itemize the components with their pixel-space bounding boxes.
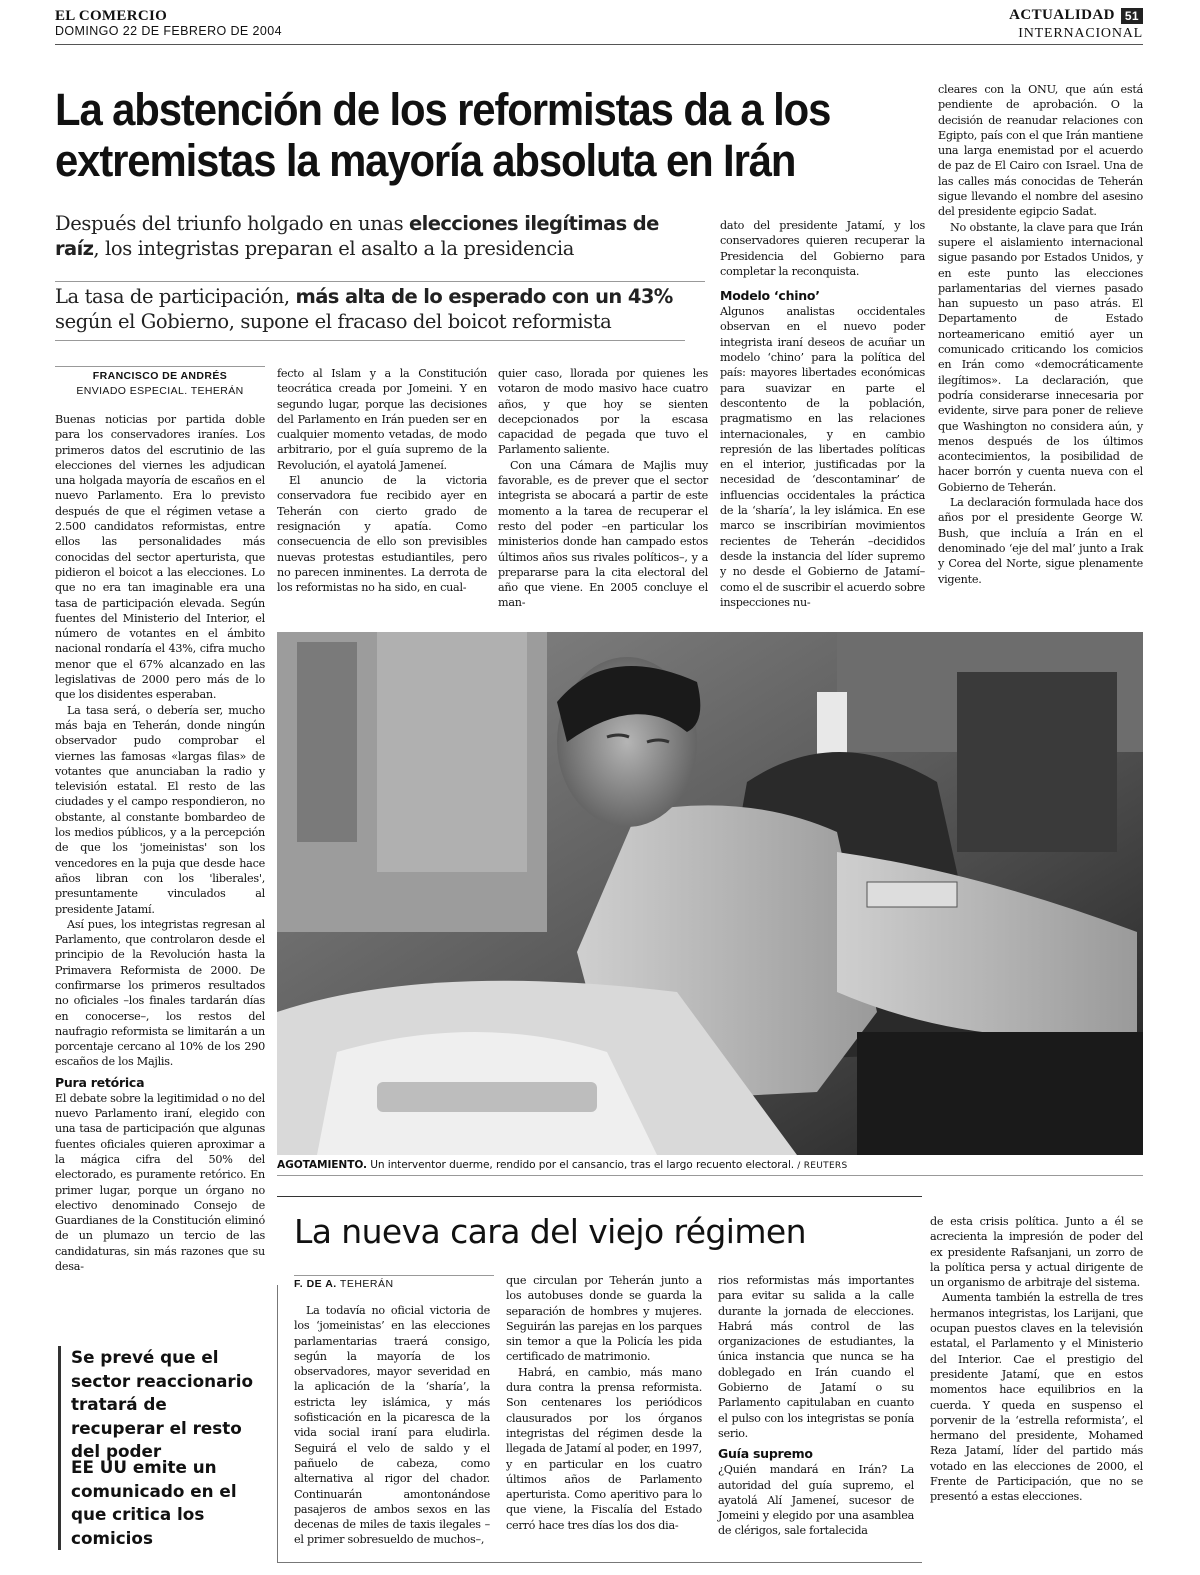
pullquote-1: Se prevé que el sector reaccionario tratará de recuperar el resto del poder — [58, 1346, 258, 1464]
photo-caption — [277, 1158, 1143, 1174]
subsection-name: INTERNACIONAL — [1018, 26, 1143, 41]
deck-1-text-end: , los integristas preparan el asalto a la presidencia — [93, 237, 574, 260]
section-header — [1009, 7, 1143, 24]
paragraph: Aumenta también la estrella de tres hermanos integristas, los Larijani, que ocupan puestos claves en la televisión estatal, el Parlamento y el Ministerio del Interior. Cae el prestigio del presidente Jatamí, que en estos momentos hace equilibrios en la cuerda. Y queda en suspenso el porvenir de la ‘estrella reformista’, el hermano del presidente, Mohamed Reza Jatamí, líder del partido más votado en las elecciones de 2000, el Frente de Participación, que no se presentó a estas elecciones. — [930, 1291, 1143, 1504]
deck-2-bold: más alta de lo esperado con un 43% — [295, 285, 673, 308]
deck-divider — [55, 340, 685, 341]
paragraph: La todavía no oficial victoria de los ‘jomeinistas’ en las elecciones parlamentarias traerá consigo, según la mayoría de los observadores, mayor severidad en la aplicación de la ‘sharía’, la estricta ley islámica, y más sofisticación en la picaresca de la vida social iraní para eludirla. Seguirá el velo de saldo y el pañuelo de cabeza, como alternativa al rigor del chador. Continuarán amontonándose pasajeros de ambos sexos en las decenas de miles de taxis ilegales –el primer sobresueldo de muchos–, — [294, 1304, 490, 1547]
sidebar-column-4 — [930, 1214, 1143, 1505]
deck-1-bold: elecciones ilegítimas de raíz — [55, 212, 659, 260]
paragraph: El debate sobre la legitimidad o no del nuevo Parlamento iraní, elegido con una tasa de participación que algunas fuentes oficiales quieren aproximar a la mágica cifra del 50% del electorado, es puramente retórico. En primer lugar, porque un órgano no electivo denominado Consejo de Guardianes de la Constitución eliminó de un plumazo un tercio de las candidaturas, sin más razones que su desa- — [55, 1091, 265, 1274]
byline-role: ENVIADO ESPECIAL. TEHERÁN — [76, 385, 244, 397]
sidebar-byline — [294, 1275, 494, 1290]
deck-1-text: Después del triunfo holgado en unas — [55, 212, 410, 235]
paragraph: La declaración formulada hace dos años por el presidente George W. Bush, que incluía a Irán en el denominado ‘eje del mal’ junto a Irak y Corea del Norte, sigue plenamente vigente. — [938, 496, 1143, 586]
paragraph: Algunos analistas occidentales observan en el nuevo poder integrista iraní deseos de acuñar un modelo ‘chino’ para la política del país: mayores libertades económicas para suavizar en parte el descontento de la población, pragmatismo en las relaciones internacionales, y en cambio represión de las libertades políticas en el interior, justificadas por la necesidad de ‘descontaminar’ de influencias occidentales la práctica de la ‘sharía’, la ley islámica. En ese marco se inscribirían movimientos recientes de Teherán –decididos desde la instancia del líder supremo y no desde el Gobierno de Jatamí– como el de suscribir el acuerdo sobre inspecciones nu- — [720, 305, 925, 609]
page-number: 51 — [1121, 8, 1143, 24]
subhead-modelo-chino: Modelo ‘chino’ — [720, 288, 820, 304]
section-name: ACTUALIDAD — [1009, 7, 1115, 23]
headline: La abstención de los reformistas da a los extremistas la mayoría absoluta en Irán — [55, 84, 831, 186]
caption-text: Un interventor duerme, rendido por el cansancio, tras el largo recuento electoral. — [366, 1159, 795, 1171]
deck-2-text-end: según el Gobierno, supone el fracaso del boicot reformista — [55, 310, 612, 333]
sidebar-byline-name: F. DE A. — [294, 1278, 337, 1290]
sidebar-top-rule — [277, 1196, 922, 1197]
deck-1 — [55, 211, 705, 261]
caption-label: AGOTAMIENTO. — [277, 1159, 367, 1171]
sidebar-column-2 — [506, 1273, 702, 1533]
byline-name: FRANCISCO DE ANDRÉS — [92, 370, 228, 382]
article-column-3 — [498, 366, 708, 611]
sidebar-column-1 — [294, 1303, 490, 1548]
byline — [55, 366, 265, 399]
sidebar-left-rule — [277, 1285, 278, 1563]
sleeping-man-image — [277, 632, 1143, 1155]
article-column-4 — [720, 218, 925, 610]
paragraph: dato del presidente Jatamí, y los conservadores quieren recuperar la Presidencia del Gobierno para completar la reconquista. — [720, 219, 925, 278]
paragraph: rios reformistas más importantes para evitar su salida a la calle durante la jornada de elecciones. Habrá más control de las organizaciones de estudiantes, la única instancia que nunca se ha doblegado en Irán cuando el Gobierno de Jatamí o su Parlamento capitulaban en cuanto el pulso con los integristas se ponía serio. — [718, 1274, 914, 1440]
paragraph: Así pues, los integristas regresan al Parlamento, que controlaron desde el principio de la Revolución hasta la Primavera Reformista de 2000. De confirmarse los primeros resultados no oficiales –los finales tardarán días en conocerse–, los restos del naufragio reformista se limitarán a un porcentaje cercano al 10% de los 290 escaños de los Majlis. — [55, 917, 265, 1069]
paragraph: de esta crisis política. Junto a él se acrecienta la impresión de poder del ex presidente Rafsanjani, un zorro de la política persa y actual dirigente de un organismo de arbitraje del sistema. — [930, 1215, 1143, 1290]
paragraph: El anuncio de la victoria conservadora fue recibido ayer en Teherán con cierto grado de resignación y apatía. Como consecuencia de ello son previsibles nuevas protestas estudiantiles, pero no parecen inminentes. La derrota de los reformistas no ha sido, en cual- — [277, 474, 487, 595]
subhead-pura-retorica: Pura retórica — [55, 1074, 145, 1090]
article-column-1 — [55, 412, 265, 1274]
sidebar-byline-place: TEHERÁN — [336, 1278, 394, 1290]
paragraph: Habrá, en cambio, más mano dura contra la prensa reformista. Son centenares los periódicos clausurados por los órganos integristas del régimen desde la llegada de Jatamí al poder, en 1997, y en particular en los cuatro últimos años de Parlamento aperturista. Como aperitivo para lo que viene, la Fiscalía del Estado cerró hace tres días los dos dia- — [506, 1365, 702, 1532]
paragraph: ¿Quién mandará en Irán? La autoridad del guía supremo, el ayatolá Alí Jameneí, sucesor de Jomeini y elegido por una asamblea de clérigos, sale fortalecida — [718, 1463, 914, 1538]
paragraph: cleares con la ONU, que aún está pendiente de aprobación. O la decisión de reanudar relaciones con Egipto, país con el que Irán mantiene una larga enemistad por el acuerdo de paz de El Cairo con Israel. Una de las calles más conocidas de Teherán sigue llevando el nombre del asesino del presidente egipcio Sadat. — [938, 83, 1143, 219]
paragraph: No obstante, la clave para que Irán supere el aislamiento internacional sigue pasando por Estados Unidos, y en este punto las elecciones parlamentarias del viernes pasado han supuesto un paso atrás. El Departamento de Estado norteamericano emitió ayer un comunicado criticando los comicios en Irán como «democráticamente ilegítimos». La declaración, que podría considerarse innecesaria por evidente, sirve para poner de relieve que Washington no considera aún, y menos después de los últimos acontecimientos, la posibilidad de hacer borrón y cuenta nueva con el Gobierno de Teherán. — [938, 220, 1143, 494]
article-column-5 — [938, 82, 1143, 587]
pullquote-2: EE UU emite un comunicado en el que critica los comicios — [58, 1456, 258, 1550]
paragraph: Buenas noticias por partida doble para los conservadores iraníes. Los primeros datos del escrutinio de las elecciones del viernes les adjudican una holgada mayoría de escaños en el nuevo Parlamento. Era lo previsto después de que el régimen vetase a 2.500 candidatos reformistas, entre ellos las personalidades más conocidas del sector aperturista, que pidieron el boicot a las elecciones. Lo que no era tan imaginable era una tasa de participación elevada. Según fuentes del Ministerio del Interior, el número de votantes en el ámbito nacional rondaría el 43%, cifra mucho menor que el 67% alcanzado en las legislativas de 2000 pero más de lo que los disidentes esperaban. — [55, 413, 265, 702]
article-column-2 — [277, 366, 487, 595]
paragraph: que circulan por Teherán junto a los autobuses donde se guarda la separación de hombres y mujeres. Seguirán las parejas en los parques sin temor a que la Policía les pida certificado de matrimonio. — [506, 1274, 702, 1364]
deck-2 — [55, 281, 705, 334]
paragraph: La tasa será, o debería ser, mucho más baja en Teherán, donde ningún observador pudo comprobar el viernes las famosas «largas filas» de votantes que anunciaban la radio y televisión estatal. El resto de las ciudades y el campo respondieron, no obstante, al constante bombardeo de los medios públicos, y a la percepción de que los 'jomeinistas' son los vencedores en la puja que desde hace años libran con los 'liberales', presuntamente vinculados al presidente Jatamí. — [55, 703, 265, 916]
paragraph: fecto al Islam y a la Constitución teocrática creada por Jomeini. Y en segundo lugar, porque las decisiones del Parlamento en Irán pueden ser en cualquier momento vetadas, de modo arbitrario, por el guía supremo de la Revolución, el ayatolá Jameneí. — [277, 367, 487, 472]
caption-divider — [277, 1175, 1143, 1176]
subhead-guia-supremo: Guía supremo — [718, 1446, 813, 1462]
deck-2-text: La tasa de participación, — [55, 285, 296, 308]
header-divider — [55, 44, 1143, 45]
photo-credit: / REUTERS — [794, 1161, 848, 1171]
paragraph: Con una Cámara de Majlis muy favorable, es de prever que el sector integrista se abocará a partir de este momento a la tarea de recuperar el resto del poder –en particular los ministerios donde han campado estos últimos años sus rivales políticos–, y a prepararse para la cita electoral del año que viene. En 2005 concluye el man- — [498, 458, 708, 610]
publication-date: DOMINGO 22 DE FEBRERO DE 2004 — [55, 24, 282, 38]
publication-name: EL COMERCIO — [55, 8, 168, 24]
paragraph: quier caso, llorada por quienes les votaron de modo masivo hace cuatro años, y que hoy se sienten decepcionados por la escasa capacidad de pegada que tuvo el Parlamento saliente. — [498, 367, 708, 457]
sidebar-title: La nueva cara del viejo régimen — [294, 1212, 806, 1251]
news-photo — [277, 632, 1143, 1155]
sidebar-bottom-rule — [277, 1562, 922, 1563]
sidebar-column-3 — [718, 1273, 914, 1539]
